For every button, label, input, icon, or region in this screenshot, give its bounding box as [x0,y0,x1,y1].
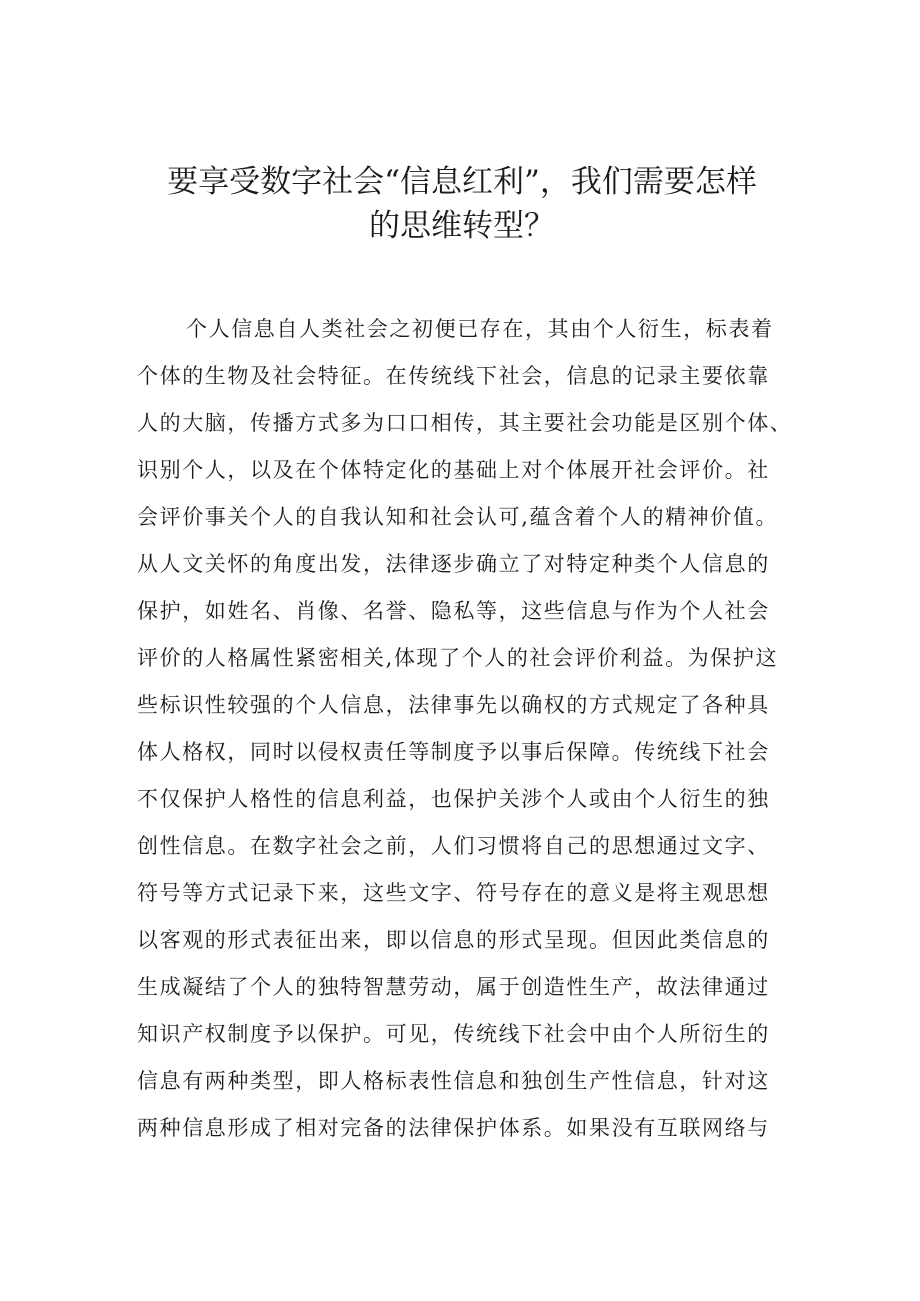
paragraph-line: 评价的人格属性紧密相关,体现了个人的社会评价利益。为保护这 [137,646,779,670]
paragraph-line: 创性信息。在数字社会之前，人们习惯将自己的思想通过文字、 [137,834,770,858]
paragraph-line: 从人文关怀的角度出发，法律逐步确立了对特定种类个人信息的 [137,552,770,576]
paragraph-line: 以客观的形式表征出来，即以信息的形式呈现。但因此类信息的 [137,928,770,952]
article-paragraph [137,306,797,1152]
paragraph-line: 知识产权制度予以保护。可见，传统线下社会中由个人所衍生的 [137,1022,770,1046]
paragraph-line: 个体的生物及社会特征。在传统线下社会，信息的记录主要依靠 [137,364,770,388]
title-line-1: 要享受数字社会“信息红利”，我们需要怎样 [167,164,757,200]
paragraph-line: 人的大脑，传播方式多为口口相传，其主要社会功能是区别个体、 [137,411,793,435]
paragraph-line: 两种信息形成了相对完备的法律保护体系。如果没有互联网络与 [137,1116,770,1140]
paragraph-line: 生成凝结了个人的独特智慧劳动，属于创造性生产，故法律通过 [137,975,770,999]
paragraph-line: 信息有两种类型，即人格标表性信息和独创生产性信息，针对这 [137,1069,770,1093]
paragraph-line: 些标识性较强的个人信息，法律事先以确权的方式规定了各种具 [137,693,770,717]
paragraph-line: 不仅保护人格性的信息利益，也保护关涉个人或由个人衍生的独 [137,787,770,811]
title-line-2: 的思维转型？ [369,208,555,244]
paragraph-line: 保护，如姓名、肖像、名誉、隐私等，这些信息与作为个人社会 [137,599,770,623]
paragraph-line: 识别个人，以及在个体特定化的基础上对个体展开社会评价。社 [137,458,770,482]
paragraph-line: 会评价事关个人的自我认知和社会认可,蕴含着个人的精神价值。 [137,505,779,529]
paragraph-line: 体人格权，同时以侵权责任等制度予以事后保障。传统线下社会 [137,740,770,764]
article-title [137,160,787,248]
paragraph-line: 符号等方式记录下来，这些文字、符号存在的意义是将主观思想 [137,881,770,905]
paragraph-line: 个人信息自人类社会之初便已存在，其由个人衍生，标表着 [186,317,774,341]
